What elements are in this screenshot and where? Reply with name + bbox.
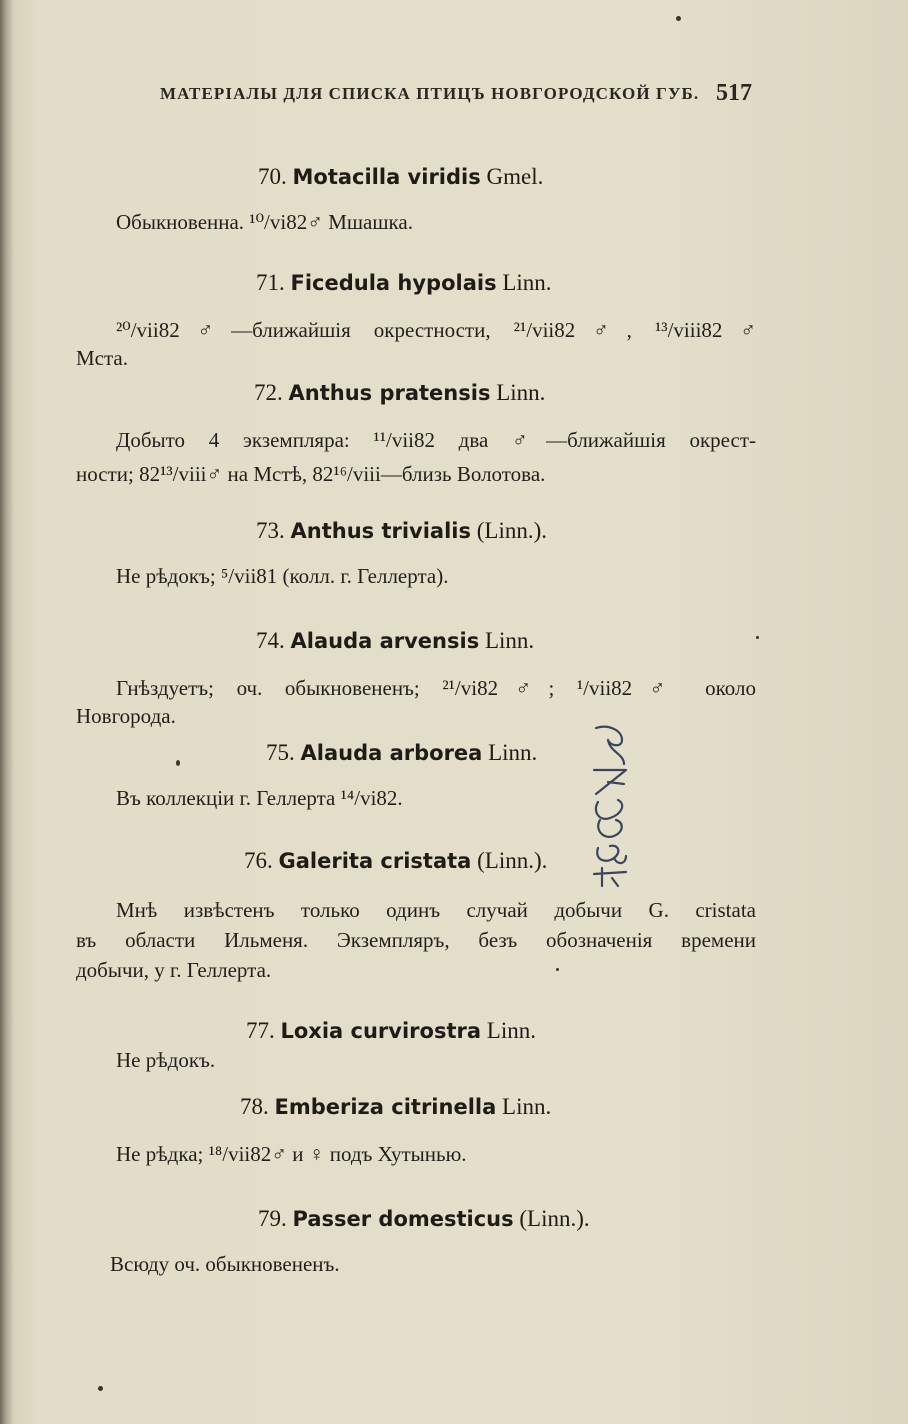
species-text-73: Не рѣдокъ; ⁵/vii81 (колл. г. Геллерта). <box>116 564 449 588</box>
species-heading-76: 76. Galerita cristata (Linn.). <box>244 848 548 873</box>
species-heading-70: 70. Motacilla viridis Gmel. <box>258 164 544 189</box>
species-text-74-line2: Новгорода. <box>76 704 176 728</box>
species-text-72-line2: ности; 82¹³/viii♂ на Мстѣ, 82¹⁶/viii—близь Волотова. <box>76 462 546 486</box>
species-heading-73: 73. Anthus trivialis (Linn.). <box>256 518 548 543</box>
species-heading-74: 74. Alauda arvensis Linn. <box>256 628 535 653</box>
scan-speck <box>556 968 559 971</box>
species-text-75: Въ коллекціи г. Геллерта ¹⁴/vi82. <box>116 786 403 810</box>
running-header: МАТЕРІАЛЫ ДЛЯ СПИСКА ПТИЦЪ НОВГОРОДСКОЙ ГУБ. <box>160 84 700 103</box>
scan-speck <box>98 1386 103 1391</box>
scan-speck <box>176 760 180 766</box>
scan-speck <box>756 636 759 639</box>
scan-speck <box>676 16 681 21</box>
page-number: 517 <box>716 80 752 106</box>
species-heading-72: 72. Anthus pratensis Linn. <box>254 380 546 405</box>
species-text-71-line1: ²⁰/vii82♂—ближайшія окрестности, ²¹/vii82♂, ¹³/viii82♂ <box>116 318 756 342</box>
species-text-72-line1: Добыто 4 экземпляра: ¹¹/vii82 два ♂—ближайшія окрест- <box>116 428 756 452</box>
handwritten-inventory-number <box>588 722 634 890</box>
species-heading-77: 77. Loxia curvirostra Linn. <box>246 1018 536 1043</box>
species-text-71-line2: Мста. <box>76 346 128 370</box>
species-text-76-line2: въ области Ильменя. Экземпляръ, безъ обозначенія времени <box>76 928 756 952</box>
species-text-79: Всюду оч. обыкновененъ. <box>110 1252 340 1276</box>
species-text-76-line1: Мнѣ извѣстенъ только одинъ случай добычи G. cristata <box>116 898 756 922</box>
species-heading-75: 75. Alauda arborea Linn. <box>266 740 538 765</box>
species-text-70: Обыкновенна. ¹⁰/vi82♂ Мшашка. <box>116 210 413 234</box>
species-text-74-line1: Гнѣздуетъ; оч. обыкновененъ; ²¹/vi82♂; ¹/vii82♂ около <box>116 676 756 700</box>
species-heading-78: 78. Emberiza citrinella Linn. <box>240 1094 552 1119</box>
species-text-77: Не рѣдокъ. <box>116 1048 216 1072</box>
species-heading-71: 71. Ficedula hypolais Linn. <box>256 270 552 295</box>
species-text-76-line3: добычи, у г. Геллерта. <box>76 958 272 982</box>
species-text-78: Не рѣдка; ¹⁸/vii82♂ и ♀ подъ Хутынью. <box>116 1142 467 1166</box>
species-heading-79: 79. Passer domesticus (Linn.). <box>258 1206 590 1231</box>
